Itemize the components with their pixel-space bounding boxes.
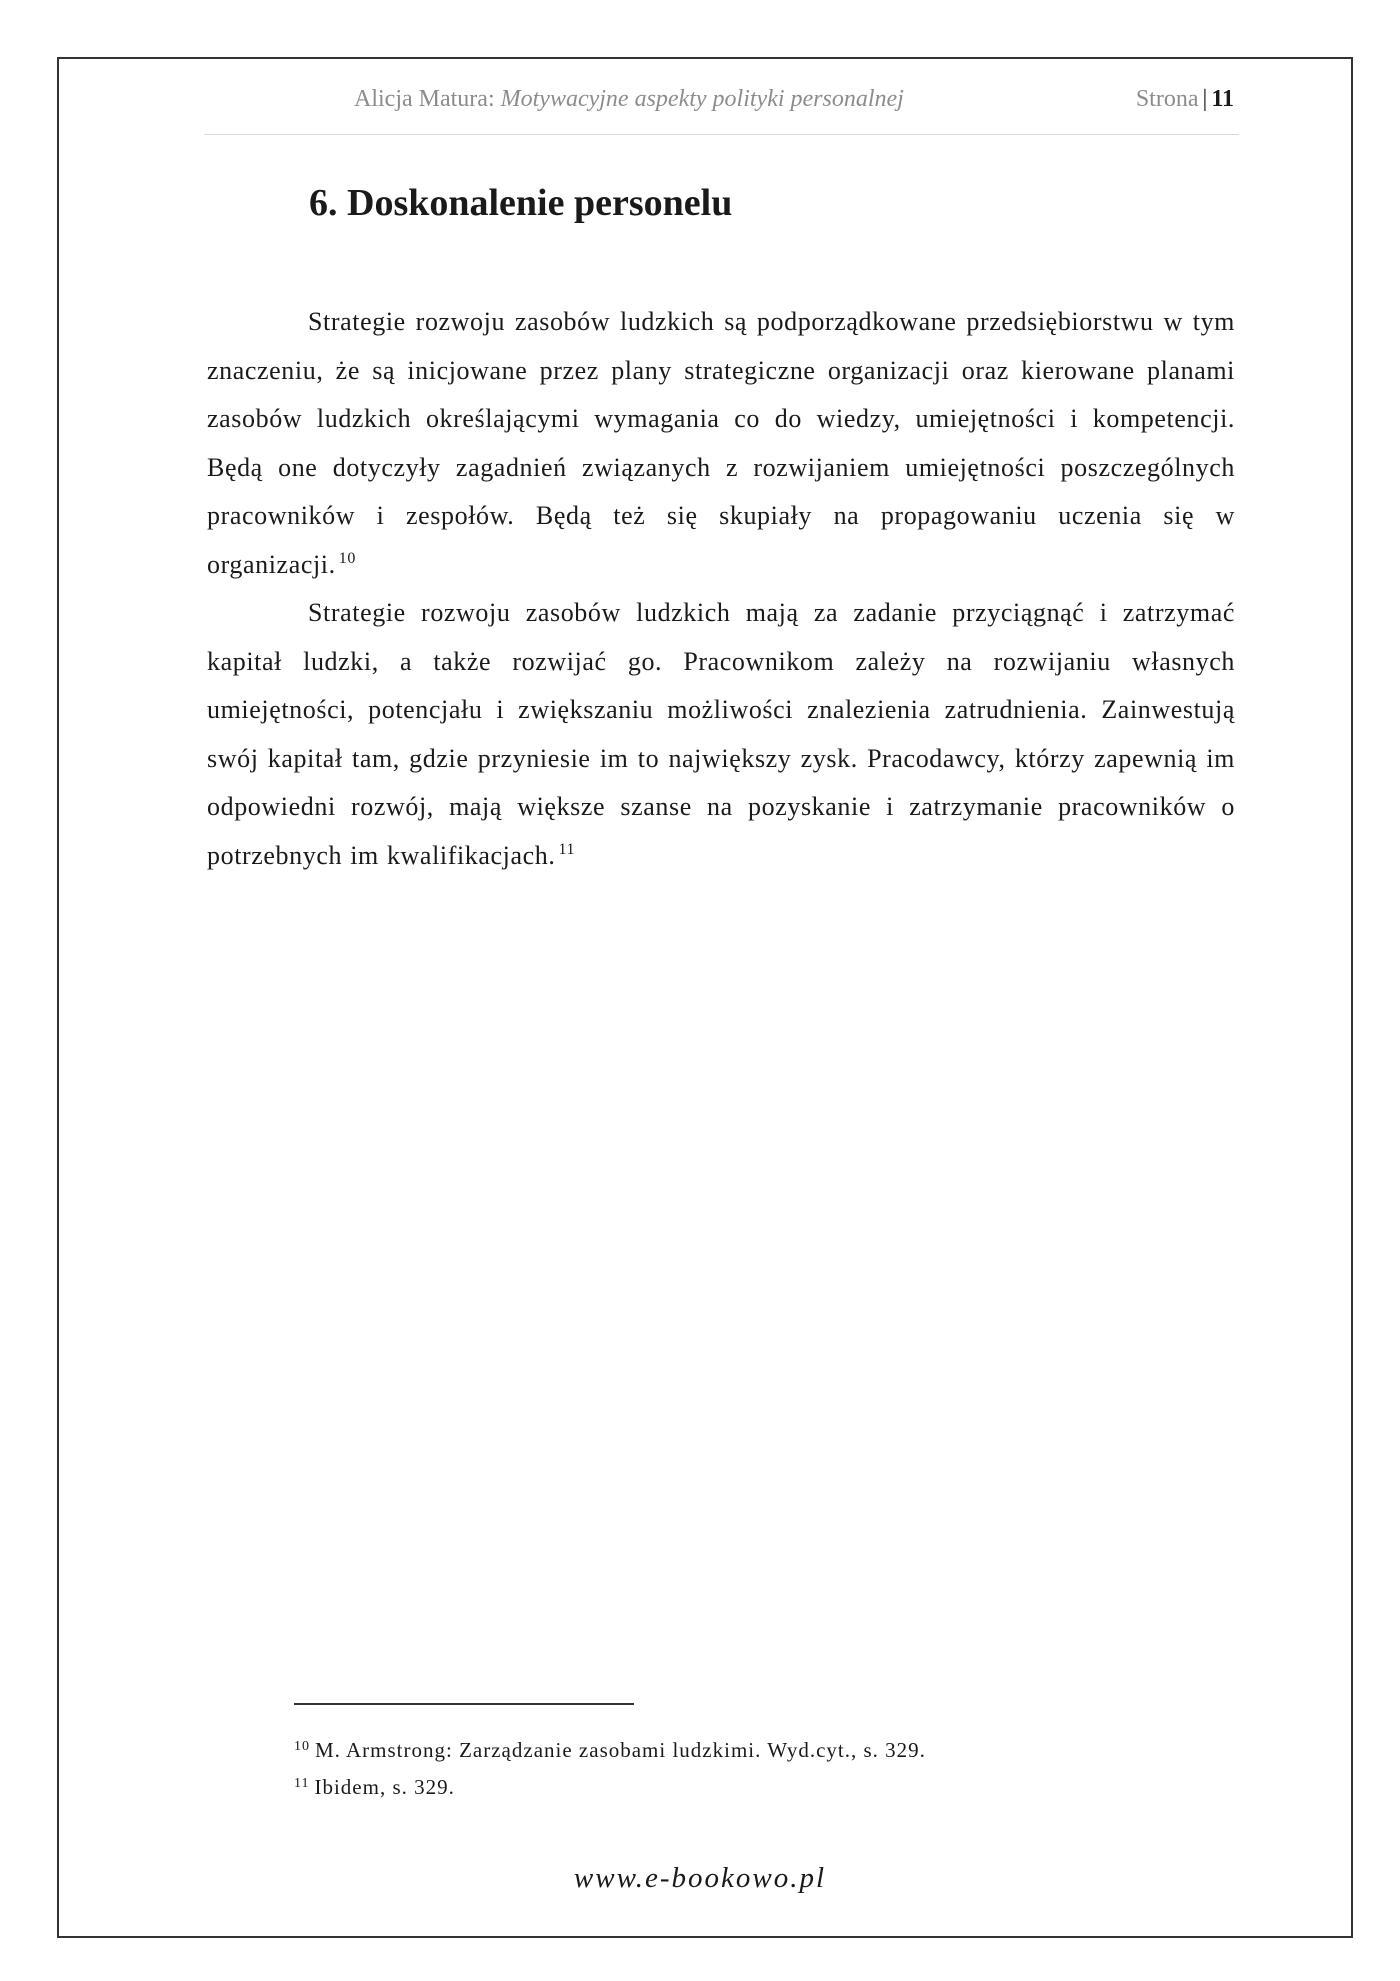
paragraph — [207, 298, 1235, 589]
running-header — [204, 82, 1239, 135]
footer-website[interactable]: www.e-bookowo.pl — [573, 1862, 827, 1894]
footnote-number: 11 — [294, 1776, 310, 1791]
footnote-separator — [294, 1703, 634, 1705]
paragraph-text: Strategie rozwoju zasobów ludzkich są podporządkowane przedsiębiorstwu w tym znaczeniu, że są inicjowane przez plany strategiczne organizacji oraz kierowane planami zasobów ludzkich określającymi wymagania co do wiedzy, umiejętności i kompetencji. Będą one dotyczyły zagadnień związanych z rozwijaniem umiejętności poszczególnych pracowników i zespołów. Będą też się skupiały na propagowaniu uczenia się w organizacji. — [207, 307, 1235, 579]
header-page-number: 11 — [1211, 86, 1234, 112]
footnotes — [294, 1732, 926, 1806]
body-text — [207, 298, 1235, 880]
header-title — [354, 86, 904, 113]
footnote-reference[interactable]: 11 — [558, 840, 576, 858]
footnote — [294, 1769, 926, 1806]
paragraph — [207, 589, 1235, 880]
header-page-indicator — [1136, 86, 1234, 113]
footnote-text: M. Armstrong: Zarządzanie zasobami ludzkimi. Wyd.cyt., s. 329. — [315, 1738, 926, 1762]
paragraph-text: Strategie rozwoju zasobów ludzkich mają za zadanie przyciągnąć i zatrzymać kapitał ludzki, a także rozwijać go. Pracownikom zależy na rozwijaniu własnych umiejętności, potencjału i zwiększaniu możliwości znalezienia zatrudnienia. Zainwestują swój kapitał tam, gdzie przyniesie im to największy zysk. Pracodawcy, którzy zapewnią im odpowiedni rozwój, mają większe szanse na pozyskanie i zatrzymanie pracowników o potrzebnych im kwalifikacjach. — [207, 598, 1235, 870]
header-separator: : — [487, 86, 495, 112]
header-book-title: Motywacyjne aspekty polityki personalnej — [500, 86, 904, 112]
footnote-text: Ibidem, s. 329. — [314, 1775, 455, 1799]
header-author: Alicja Matura — [354, 86, 488, 112]
footnote-number: 10 — [294, 1739, 310, 1754]
chapter-title: 6. Doskonalenie personelu — [309, 182, 733, 224]
footnote-reference[interactable]: 10 — [338, 549, 356, 567]
header-page-label: Strona — [1135, 86, 1199, 112]
header-page-divider: | — [1202, 86, 1208, 112]
footnote — [294, 1732, 926, 1769]
